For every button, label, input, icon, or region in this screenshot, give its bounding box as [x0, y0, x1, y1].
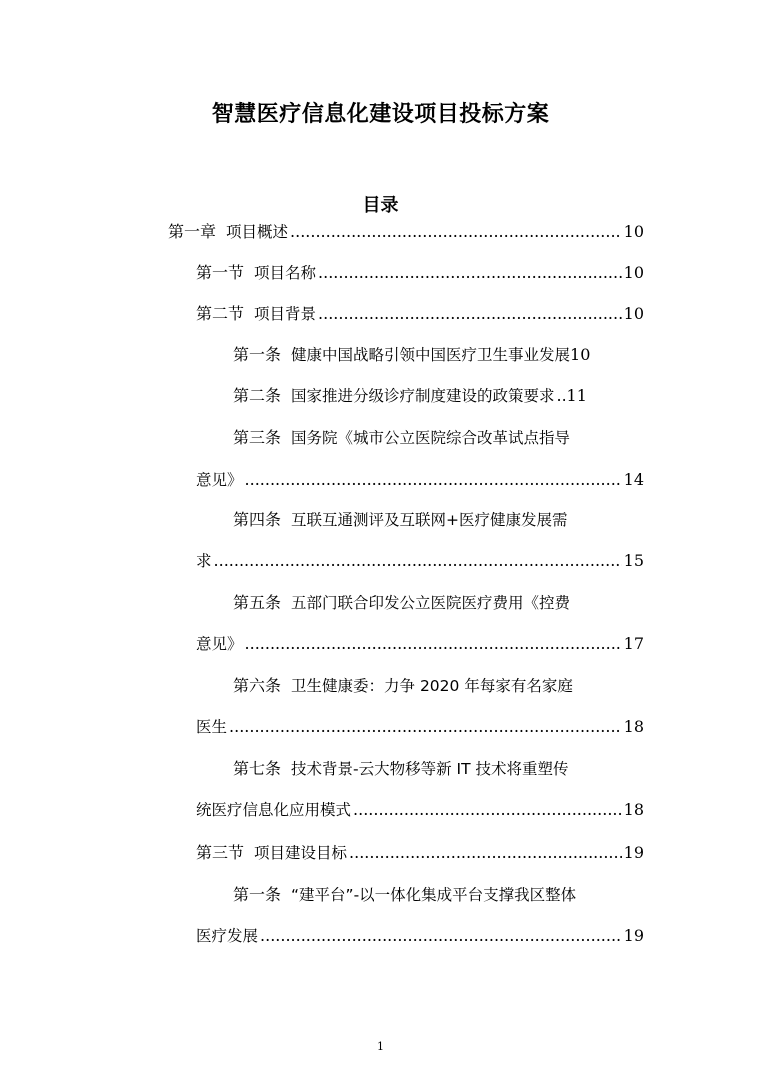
toc-leader-dots [290, 221, 622, 243]
toc-entry-title-continued: 意见》 [196, 471, 243, 489]
toc-entry-page: 10 [623, 263, 644, 282]
toc-entry-title-continued: 统医疗信息化应用模式 [196, 801, 352, 819]
toc-entry-number: 第七条 [233, 759, 282, 778]
toc-entry-page: 15 [623, 551, 644, 570]
toc-entry-title: 互联互通测评及互联网+医疗健康发展需 [291, 511, 568, 529]
toc-entry-page: 10 [623, 222, 644, 241]
toc-entry-title: 项目概述 [226, 223, 289, 241]
toc-entry-number: 第六条 [233, 676, 282, 695]
toc-entry-title: “建平台”-以一体化集成平台支撑我区整体 [291, 886, 577, 904]
toc-entry-section[interactable] [196, 842, 644, 864]
document-title: 智慧医疗信息化建设项目投标方案 [211, 102, 550, 127]
toc-leader-dots [260, 925, 622, 947]
toc-entry-number: 第一章 [168, 222, 217, 241]
toc-entry-title-continued: 医生 [196, 718, 228, 736]
toc-entry-article[interactable] [233, 592, 570, 614]
toc-entry-section[interactable] [196, 262, 644, 284]
toc-entry-title: 卫生健康委：力争 2020 年每家有名家庭 [291, 677, 573, 695]
toc-entry-number: 第五条 [233, 593, 282, 612]
toc-entry-number: 第二条 [233, 386, 282, 405]
toc-leader-dots [349, 842, 622, 864]
toc-entry-continuation[interactable] [196, 799, 644, 821]
toc-entry-title: 技术背景-云大物移等新 IT 技术将重塑传 [291, 760, 569, 778]
toc-leader-dots [353, 799, 622, 821]
toc-entry-title-continued: 医疗发展 [196, 927, 259, 945]
page-number: 1 [377, 1040, 384, 1053]
toc-entry-page: 10 [570, 345, 591, 364]
toc-leader-dots [229, 716, 622, 738]
toc-entry-article[interactable] [233, 758, 569, 780]
toc-leader-dots [245, 469, 622, 491]
toc-entry-title: 项目背景 [254, 305, 317, 323]
toc-entry-title: 健康中国战略引领中国医疗卫生事业发展 [291, 346, 571, 364]
toc-entry-page: 14 [623, 470, 644, 489]
toc-entry-article[interactable] [233, 344, 656, 366]
toc-entry-number: 第二节 [196, 304, 245, 323]
toc-entry-continuation[interactable] [196, 633, 644, 655]
toc-entry-page: 19 [623, 926, 644, 945]
toc-entry-title: 五部门联合印发公立医院医疗费用《控费 [291, 594, 571, 612]
toc-entry-article[interactable] [233, 675, 573, 697]
toc-entry-article[interactable] [233, 884, 576, 906]
toc-entry-number: 第三节 [196, 843, 245, 862]
toc-leader-dots [318, 303, 622, 325]
toc-entry-number: 第四条 [233, 510, 282, 529]
toc-leader-dots [557, 385, 565, 407]
toc-entry-article[interactable] [233, 427, 570, 449]
toc-leader-dots [214, 550, 622, 572]
toc-entry-number: 第三条 [233, 428, 282, 447]
toc-entry-number: 第一条 [233, 885, 282, 904]
toc-leader-dots [318, 262, 622, 284]
toc-entry-title: 项目建设目标 [254, 844, 348, 862]
toc-entry-page: 18 [623, 717, 644, 736]
toc-entry-page: 11 [566, 386, 587, 405]
toc-entry-continuation[interactable] [196, 716, 644, 738]
toc-entry-title: 国务院《城市公立医院综合改革试点指导 [291, 429, 571, 447]
toc-entry-chapter[interactable] [168, 221, 644, 243]
toc-entry-section[interactable] [196, 303, 644, 325]
toc-entry-continuation[interactable] [196, 925, 644, 947]
toc-entry-page: 17 [623, 634, 644, 653]
toc-entry-page: 19 [623, 843, 644, 862]
toc-entry-number: 第一节 [196, 263, 245, 282]
toc-heading: 目录 [362, 195, 399, 216]
toc-entry-title-continued: 意见》 [196, 635, 243, 653]
toc-entry-page: 18 [623, 800, 644, 819]
toc-entry-continuation[interactable] [196, 550, 644, 572]
toc-entry-page: 10 [623, 304, 644, 323]
toc-entry-article[interactable] [233, 385, 644, 407]
toc-entry-number: 第一条 [233, 345, 282, 364]
toc-entry-article[interactable] [233, 509, 568, 531]
toc-entry-title: 国家推进分级诊疗制度建设的政策要求 [291, 387, 555, 405]
toc-entry-continuation[interactable] [196, 469, 644, 491]
toc-entry-title-continued: 求 [196, 552, 212, 570]
toc-entry-title: 项目名称 [254, 264, 317, 282]
toc-leader-dots [245, 633, 622, 655]
